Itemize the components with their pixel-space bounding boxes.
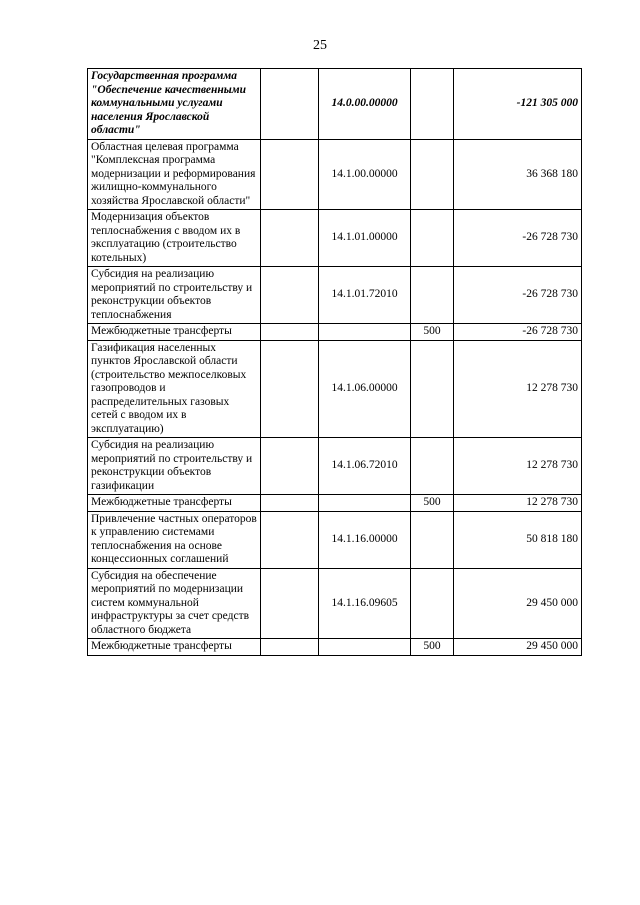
row-sum-cell: 29 450 000 (454, 639, 582, 656)
row-code-cell: 14.1.01.72010 (319, 267, 411, 324)
row-sum-cell: 12 278 730 (454, 340, 582, 438)
row-code-cell (319, 324, 411, 341)
table-row (88, 267, 582, 324)
row-empty-cell (261, 568, 319, 639)
row-name-cell: Субсидия на обеспечение мероприятий по модернизации систем коммунальной инфраструктуры за счет средств областного бюджета (88, 568, 261, 639)
row-code-cell: 14.1.01.00000 (319, 210, 411, 267)
row-sum-cell: -121 305 000 (454, 69, 582, 140)
row-name-cell: Областная целевая программа "Комплексная программа модернизации и реформирования жилищно-коммунального хозяйства Ярославской области" (88, 139, 261, 210)
row-code-cell (319, 639, 411, 656)
row-name-cell: Субсидия на реализацию мероприятий по строительству и реконструкции объектов газификации (88, 438, 261, 495)
table-row (88, 340, 582, 438)
row-expense-type-cell: 500 (411, 495, 454, 512)
row-name-cell: Межбюджетные трансферты (88, 639, 261, 656)
budget-table (87, 68, 582, 656)
row-sum-cell: 50 818 180 (454, 511, 582, 568)
row-empty-cell (261, 438, 319, 495)
row-expense-type-cell: 500 (411, 639, 454, 656)
row-expense-type-cell (411, 139, 454, 210)
table-row (88, 139, 582, 210)
row-empty-cell (261, 139, 319, 210)
row-sum-cell: 12 278 730 (454, 495, 582, 512)
row-expense-type-cell: 500 (411, 324, 454, 341)
row-code-cell: 14.1.16.09605 (319, 568, 411, 639)
row-empty-cell (261, 495, 319, 512)
row-expense-type-cell (411, 210, 454, 267)
row-expense-type-cell (411, 267, 454, 324)
row-expense-type-cell (411, 438, 454, 495)
row-sum-cell: 29 450 000 (454, 568, 582, 639)
row-empty-cell (261, 324, 319, 341)
row-code-cell (319, 495, 411, 512)
row-code-cell: 14.1.06.00000 (319, 340, 411, 438)
budget-table-body (88, 69, 582, 656)
row-sum-cell: -26 728 730 (454, 210, 582, 267)
row-name-cell: Привлечение частных операторов к управлению системами теплоснабжения на основе концессионных соглашений (88, 511, 261, 568)
row-empty-cell (261, 267, 319, 324)
row-empty-cell (261, 639, 319, 656)
row-empty-cell (261, 340, 319, 438)
row-name-cell: Межбюджетные трансферты (88, 495, 261, 512)
row-sum-cell: 36 368 180 (454, 139, 582, 210)
row-empty-cell (261, 210, 319, 267)
row-name-cell: Государственная программа "Обеспечение качественными коммунальными услугами населения Ярославской области" (88, 69, 261, 140)
table-row (88, 324, 582, 341)
row-name-cell: Субсидия на реализацию мероприятий по строительству и реконструкции объектов теплоснабжения (88, 267, 261, 324)
table-row (88, 495, 582, 512)
row-name-cell: Межбюджетные трансферты (88, 324, 261, 341)
row-sum-cell: -26 728 730 (454, 267, 582, 324)
row-expense-type-cell (411, 568, 454, 639)
table-row (88, 210, 582, 267)
table-row (88, 438, 582, 495)
row-expense-type-cell (411, 69, 454, 140)
row-sum-cell: -26 728 730 (454, 324, 582, 341)
row-code-cell: 14.1.06.72010 (319, 438, 411, 495)
row-sum-cell: 12 278 730 (454, 438, 582, 495)
row-name-cell: Газификация населенных пунктов Ярославской области (строительство межпоселковых газопроводов и распределительных газовых сетей с вводом их в эксплуатацию) (88, 340, 261, 438)
table-row (88, 639, 582, 656)
row-name-cell: Модернизация объектов теплоснабжения с вводом их в эксплуатацию (строительство котельных) (88, 210, 261, 267)
row-code-cell: 14.1.16.00000 (319, 511, 411, 568)
row-code-cell: 14.0.00.00000 (319, 69, 411, 140)
row-empty-cell (261, 69, 319, 140)
row-expense-type-cell (411, 511, 454, 568)
table-row (88, 69, 582, 140)
row-expense-type-cell (411, 340, 454, 438)
page-number: 25 (313, 38, 327, 53)
row-empty-cell (261, 511, 319, 568)
table-row (88, 568, 582, 639)
table-row (88, 511, 582, 568)
row-code-cell: 14.1.00.00000 (319, 139, 411, 210)
